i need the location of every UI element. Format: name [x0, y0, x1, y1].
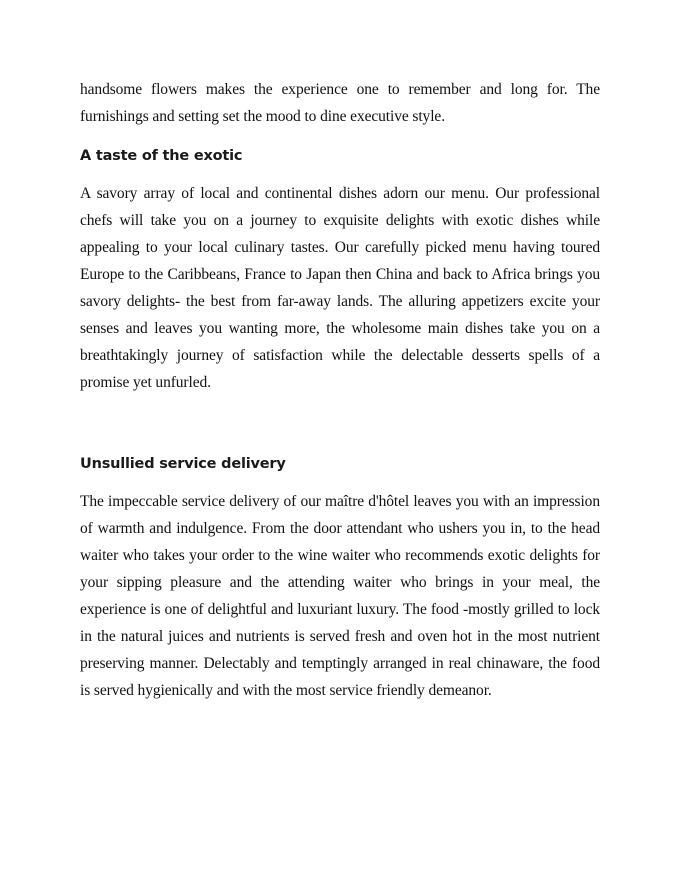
- section-heading-service: Unsullied service delivery: [80, 456, 286, 472]
- section-heading-exotic: A taste of the exotic: [80, 148, 243, 164]
- section-body-service: The impeccable service delivery of our maître d'hôtel leaves you with an impression of warmth and indulgence. From the door attendant who ushers you in, to the head waiter who takes your order to the wine waiter who recommends exotic delights for your sipping pleasure and the attending waiter who brings in your meal, the experience is one of delightful and luxuriant luxury. The food -mostly grilled to lock in the natural juices and nutrients is served fresh and oven hot in the most nutrient preserving manner. Delectably and temptingly arranged in real chinaware, the food is served hygienically and with the most service friendly demeanor.: [80, 493, 600, 699]
- section-body-exotic: A savory array of local and continental dishes adorn our menu. Our professional chefs will take you on a journey to exquisite delights with exotic dishes while appealing to your local culinary tastes. Our carefully picked menu having toured Europe to the Caribbeans, France to Japan then China and back to Africa brings you savory delights- the best from far-away lands. The alluring appetizers excite your senses and leaves you wanting more, the wholesome main dishes take you on a breathtakingly journey of satisfaction while the delectable desserts spells of a promise yet unfurled.: [80, 185, 600, 391]
- document-page: [80, 76, 600, 704]
- intro-continuation-paragraph: handsome flowers makes the experience one to remember and long for. The furnishings and setting set the mood to dine executive style.: [80, 81, 600, 125]
